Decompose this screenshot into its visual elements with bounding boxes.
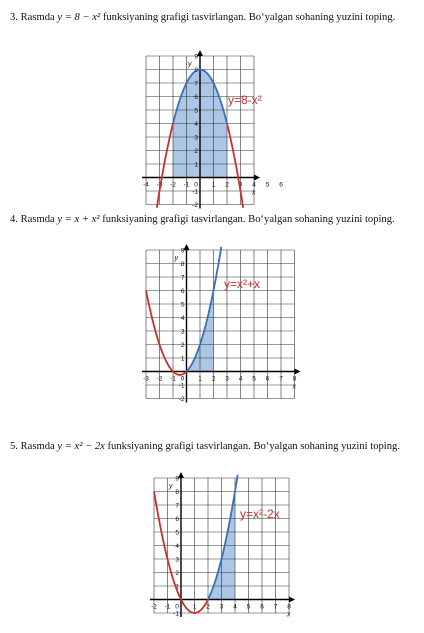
- x-axis-arrow: [295, 369, 301, 375]
- y-tick-label: 3: [175, 556, 179, 564]
- curve-label: y=x²-2x: [240, 507, 280, 521]
- x-tick-label: 1: [192, 603, 197, 611]
- y-tick-label: 9: [194, 53, 198, 61]
- y-tick-label: 6: [180, 288, 185, 295]
- x-tick-label: 4: [233, 603, 237, 611]
- x-tick-label: 2: [225, 181, 229, 189]
- x-tick-label: 8: [292, 375, 297, 383]
- x-tick-label: 2: [211, 375, 216, 383]
- x-axis-label: x: [252, 189, 256, 197]
- x-tick-label: -3: [156, 181, 163, 189]
- x-tick-label: 2: [206, 603, 210, 611]
- x-tick-label: -1: [164, 603, 171, 611]
- y-tick-label: 9: [175, 475, 179, 483]
- x-tick-label: 7: [279, 375, 283, 383]
- y-tick-label: 2: [180, 342, 185, 349]
- x-tick-label: 7: [273, 603, 278, 611]
- x-tick-label: 8: [287, 603, 291, 611]
- x-tick-label: -2: [151, 603, 157, 611]
- x-axis-label: x: [292, 383, 296, 391]
- y-tick-label: 3: [194, 134, 198, 142]
- y-axis-label: y: [169, 483, 173, 490]
- x-axis-arrow: [289, 597, 295, 603]
- grid: [154, 475, 289, 613]
- x-axis-label: x: [287, 611, 291, 619]
- y-tick-label: 6: [175, 516, 179, 523]
- x-tick-label: 3: [219, 603, 224, 611]
- y-tick-label: 8: [194, 67, 198, 74]
- y-tick-label: 8: [180, 261, 185, 268]
- y-tick-label: -1: [192, 188, 198, 196]
- x-axis-arrow: [254, 175, 260, 181]
- x-tick-label: 6: [260, 603, 264, 611]
- x-tick-label: 1: [198, 375, 202, 383]
- problem-text-before: Rasmda: [20, 214, 58, 225]
- x-tick-label: 5: [252, 375, 256, 383]
- x-tick-label: -1: [183, 181, 190, 189]
- y-tick-label: 2: [194, 148, 198, 155]
- problem-formula: y = x² − 2x: [57, 441, 105, 452]
- problem-formula: y = x + x²: [57, 214, 100, 225]
- y-tick-label: 8: [175, 489, 179, 496]
- y-tick-label: 1: [180, 355, 185, 363]
- x-tick-label: -3: [143, 375, 149, 383]
- x-tick-label: 3: [225, 375, 229, 383]
- y-tick-label: 4: [194, 121, 198, 128]
- y-tick-label: 2: [175, 570, 179, 577]
- problem-text-before: Rasmda: [20, 12, 58, 23]
- y-tick-label: -2: [192, 202, 198, 209]
- problem-text-before: Rasmda: [20, 441, 58, 452]
- x-tick-label: -2: [156, 375, 163, 383]
- x-tick-label: 1: [211, 181, 216, 189]
- y-tick-label: 3: [180, 328, 185, 336]
- y-tick-label: -1: [173, 610, 179, 618]
- y-tick-label: -2: [178, 396, 185, 403]
- x-tick-label: -1: [170, 375, 176, 383]
- x-tick-label: 6: [265, 375, 270, 383]
- problem-5: [10, 440, 414, 453]
- problem-text-after: funksiyaning grafigi tasvirlangan. Bo‘yalgan sohaning yuzini toping.: [104, 441, 400, 452]
- y-tick-label: 1: [175, 583, 179, 591]
- graph-problem-3: [140, 52, 300, 209]
- curve-label: y=8-x²: [228, 93, 262, 107]
- x-tick-label: 0: [175, 603, 179, 611]
- y-tick-label: 7: [180, 274, 185, 282]
- x-tick-label: -2: [170, 181, 176, 189]
- y-tick-label: 9: [180, 247, 185, 255]
- x-tick-label: 4: [252, 181, 256, 189]
- y-tick-label: 5: [180, 301, 185, 309]
- problem-number: 4.: [10, 214, 18, 225]
- y-tick-label: 4: [180, 315, 185, 322]
- problem-3: [10, 11, 414, 24]
- graph-problem-4: [140, 246, 308, 418]
- problem-text-after: funksiyaning grafigi tasvirlangan. Bo‘yalgan sohaning yuzini toping.: [100, 12, 396, 23]
- y-tick-label: -1: [178, 382, 185, 390]
- y-tick-label: 4: [175, 543, 179, 550]
- curve-label: y=x²+x: [224, 277, 261, 291]
- y-tick-label: 7: [194, 80, 198, 88]
- y-axis-label: y: [174, 255, 178, 262]
- graph-problem-5: [148, 474, 302, 622]
- y-tick-label: 5: [194, 107, 198, 115]
- x-tick-label: 5: [265, 181, 270, 189]
- x-tick-label: 3: [238, 181, 243, 189]
- problem-text-after: funksiyaning grafigi tasvirlangan. Bo‘yalgan sohaning yuzini toping.: [99, 214, 395, 225]
- y-tick-label: 7: [175, 502, 179, 510]
- x-tick-label: 6: [279, 181, 283, 189]
- x-tick-label: 0: [194, 181, 198, 189]
- y-tick-label: 5: [175, 529, 179, 537]
- x-tick-label: 0: [180, 375, 185, 383]
- grid: [146, 247, 295, 399]
- y-tick-label: 1: [194, 161, 198, 169]
- problem-number: 3.: [10, 12, 18, 23]
- y-tick-label: 6: [194, 94, 198, 101]
- problem-4: [10, 213, 414, 226]
- problem-number: 5.: [10, 441, 18, 452]
- y-axis-label: y: [188, 61, 192, 68]
- x-tick-label: -4: [143, 181, 149, 189]
- problem-formula: y = 8 − x²: [57, 12, 101, 23]
- x-tick-label: 5: [246, 603, 251, 611]
- x-tick-label: 4: [238, 375, 243, 383]
